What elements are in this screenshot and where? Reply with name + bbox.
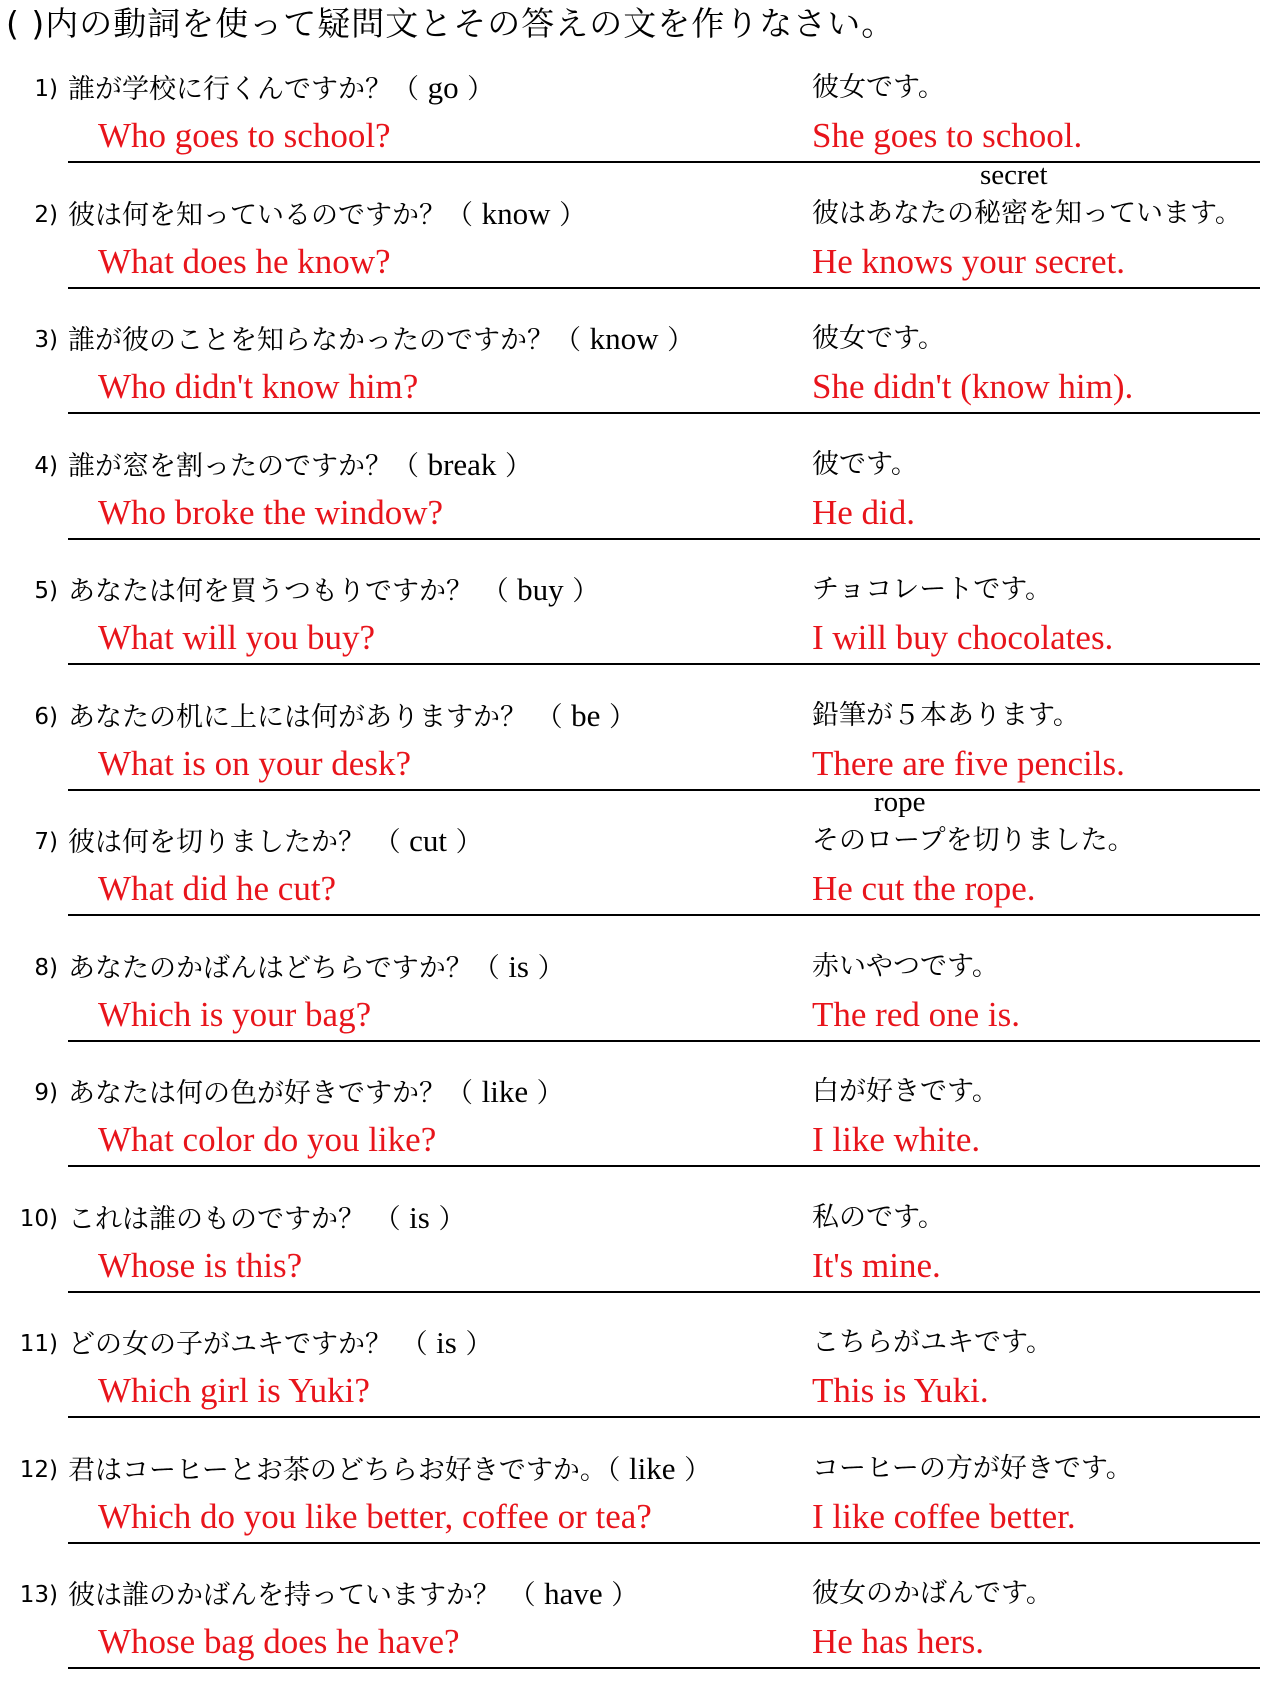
exercise-item: [0, 1319, 1280, 1445]
question-japanese-text: あなたは何を買うつもりですか？ （: [68, 576, 518, 607]
answer-english: He knows your secret.: [812, 241, 1125, 281]
question-english: Who didn't know him?: [98, 367, 419, 406]
item-number: 4): [34, 452, 58, 479]
question-japanese: [68, 698, 636, 736]
verb-hint: cut: [409, 823, 448, 858]
answer-japanese: 彼です。: [812, 448, 918, 480]
question-japanese-text: 君はコーヒーとお茶のどちらお好きですか。（: [68, 1454, 630, 1486]
verb-hint: go: [427, 70, 459, 105]
question-close-paren: ）: [528, 1078, 564, 1109]
item-number: 10): [19, 1205, 58, 1232]
question-japanese-text: 誰が学校に行くんですか？（: [68, 74, 428, 105]
question-japanese-text: 彼は何を切りましたか？ （: [68, 827, 410, 858]
question-japanese: [68, 196, 586, 234]
question-japanese-text: あなたの机に上には何がありますか？ （: [68, 701, 572, 733]
question-close-paren: ）: [550, 199, 587, 231]
verb-hint: buy: [517, 572, 564, 607]
answer-english: This is Yuki.: [812, 1371, 989, 1410]
question-english: Whose is this?: [98, 1245, 303, 1285]
question-english: What color do you like?: [98, 1120, 437, 1159]
question-english: What did he cut?: [98, 869, 337, 908]
exercise-item: [0, 943, 1280, 1069]
question-japanese: [68, 447, 532, 485]
question-english: Which girl is Yuki?: [98, 1371, 370, 1410]
question-japanese: [68, 1074, 564, 1112]
answer-line: [68, 1165, 1260, 1167]
answer-english: I will buy chocolates.: [812, 618, 1114, 657]
answer-japanese: 彼女です。: [812, 72, 945, 103]
item-number: 6): [34, 703, 58, 730]
exercise-item: [0, 315, 1280, 441]
question-close-paren: ）: [447, 827, 483, 858]
question-close-paren: ）: [602, 1580, 639, 1611]
question-close-paren: ）: [658, 325, 695, 356]
exercise-item: [0, 1445, 1280, 1571]
verb-hint: like: [481, 1074, 529, 1109]
question-japanese: [68, 572, 599, 610]
item-number: 5): [34, 578, 58, 604]
word-gloss: rope: [874, 786, 926, 818]
item-number: 7): [34, 829, 58, 855]
question-japanese-text: 誰が窓を割ったのですか？（: [68, 450, 428, 482]
answer-english: He has hers.: [812, 1622, 985, 1661]
answer-japanese: 彼女のかばんです。: [812, 1578, 1053, 1609]
exercise-item: [0, 692, 1280, 818]
answer-line: [68, 1040, 1260, 1042]
answer-line: [68, 1542, 1260, 1544]
verb-hint: is: [508, 948, 529, 984]
question-japanese-text: 彼は誰のかばんを持っていますか？ （: [68, 1580, 545, 1611]
answer-english: The red one is.: [812, 994, 1020, 1034]
answer-japanese: 鉛筆が５本あります。: [812, 699, 1080, 731]
question-japanese-text: あなたは何の色が好きですか？（: [68, 1078, 482, 1109]
question-close-paren: ）: [675, 1454, 712, 1486]
question-close-paren: ）: [456, 1329, 493, 1360]
answer-japanese: 彼女です。: [812, 323, 945, 354]
verb-hint: know: [481, 195, 551, 231]
answer-english: There are five pencils.: [812, 743, 1125, 783]
answer-line: [68, 161, 1260, 163]
verb-hint: is: [409, 1199, 430, 1235]
exercise-item: [0, 441, 1280, 567]
worksheet-title: ( )内の動詞を使って疑問文とその答えの文を作りなさい。: [6, 4, 896, 43]
question-japanese: [68, 1451, 711, 1489]
item-number: 1): [34, 76, 58, 102]
answer-japanese: 彼はあなたの秘密を知っています。: [812, 197, 1242, 229]
answer-english: I like coffee better.: [812, 1496, 1076, 1536]
exercise-item: [0, 566, 1280, 692]
question-japanese-text: あなたのかばんはどちらですか？（: [68, 952, 509, 984]
question-english: Who goes to school?: [98, 116, 391, 155]
item-number: 13): [19, 1582, 58, 1608]
question-japanese-text: これは誰のものですか？ （: [68, 1203, 410, 1235]
exercise-item: [0, 64, 1280, 190]
exercise-item: [0, 158, 1280, 316]
answer-english: He cut the rope.: [812, 869, 1036, 908]
verb-hint: be: [571, 697, 601, 733]
question-japanese: [68, 321, 694, 359]
answer-line: [68, 663, 1260, 665]
exercise-item: [0, 1570, 1280, 1696]
question-japanese: [68, 1200, 465, 1238]
answer-english: She goes to school.: [812, 116, 1083, 155]
answer-line: [68, 1416, 1260, 1418]
question-english: Who broke the window?: [98, 492, 444, 532]
answer-line: [68, 412, 1260, 414]
exercise-item: [0, 1068, 1280, 1194]
verb-hint: like: [629, 1450, 676, 1486]
question-close-paren: ）: [458, 74, 495, 105]
answer-japanese: 私のです。: [812, 1201, 945, 1233]
answer-line: [68, 287, 1260, 289]
item-number: 12): [19, 1456, 58, 1483]
question-close-paren: ）: [429, 1203, 466, 1235]
item-number: 9): [34, 1080, 58, 1106]
answer-japanese: コーヒーの方が好きです。: [812, 1452, 1133, 1484]
exercise-item: [0, 1194, 1280, 1320]
exercise-item: [0, 786, 1280, 943]
question-japanese: [68, 1325, 492, 1363]
question-english: What does he know?: [98, 241, 391, 281]
item-number: 11): [19, 1331, 58, 1357]
answer-line: [68, 914, 1260, 916]
answer-japanese: こちらがユキです。: [812, 1327, 1053, 1358]
question-english: Which do you like better, coffee or tea?: [98, 1496, 652, 1536]
answer-japanese: 赤いやつです。: [812, 950, 999, 982]
answer-english: He did.: [812, 492, 916, 532]
answer-line: [68, 789, 1260, 791]
question-japanese-text: 彼は何を知っているのですか？（: [68, 199, 482, 231]
item-number: 3): [34, 327, 58, 353]
answer-english: I like white.: [812, 1120, 981, 1159]
verb-hint: break: [427, 446, 497, 482]
answer-line: [68, 1291, 1260, 1293]
question-close-paren: ）: [496, 450, 533, 482]
question-close-paren: ）: [563, 576, 600, 607]
question-japanese-text: 誰が彼のことを知らなかったのですか？（: [68, 325, 590, 356]
question-english: What will you buy?: [98, 618, 376, 657]
answer-english: It's mine.: [812, 1245, 941, 1285]
verb-hint: is: [436, 1325, 457, 1360]
answer-line: [68, 1667, 1260, 1669]
question-close-paren: ）: [600, 701, 637, 733]
answer-japanese: チョコレートです。: [812, 574, 1053, 605]
item-number: 2): [34, 201, 58, 228]
question-english: Which is your bag?: [98, 994, 372, 1034]
verb-hint: have: [544, 1576, 603, 1611]
item-number: 8): [34, 954, 58, 981]
question-japanese-text: どの女の子がユキですか？ （: [68, 1329, 437, 1360]
question-english: Whose bag does he have?: [98, 1622, 460, 1661]
question-japanese: [68, 823, 483, 861]
word-gloss: secret: [980, 158, 1048, 191]
answer-japanese: そのロープを切りました。: [812, 825, 1135, 856]
question-close-paren: ）: [529, 952, 565, 984]
question-japanese: [68, 1576, 638, 1614]
answer-english: She didn't (know him).: [812, 367, 1134, 406]
answer-japanese: 白が好きです。: [812, 1076, 999, 1107]
answer-line: [68, 538, 1260, 540]
question-japanese: [68, 949, 565, 987]
question-japanese: [68, 70, 494, 108]
question-english: What is on your desk?: [98, 743, 411, 783]
verb-hint: know: [589, 321, 659, 356]
